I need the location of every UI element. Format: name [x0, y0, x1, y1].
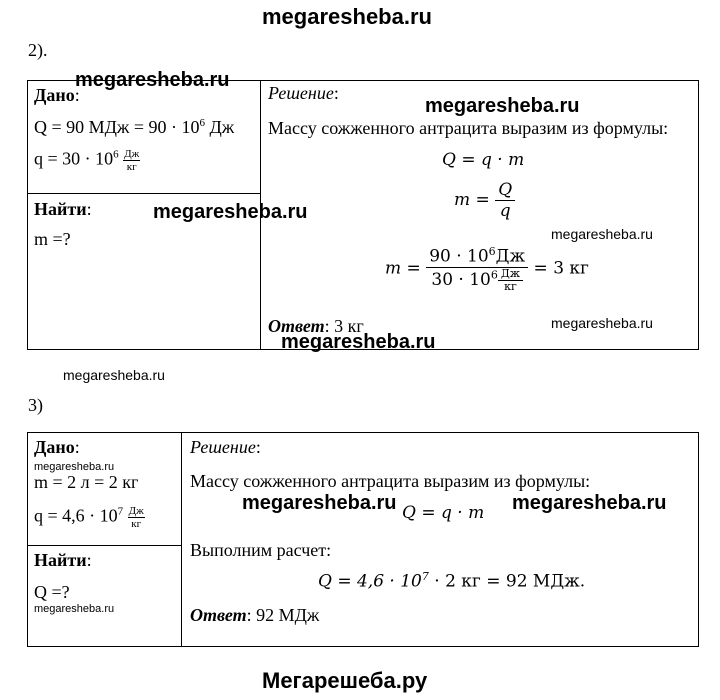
- problem-3-table: [27, 432, 699, 647]
- problem-2-answer: Ответ: 3 кг: [268, 316, 364, 336]
- problem-3-divider: [181, 432, 182, 647]
- problem-3-given-heading: Дано:: [34, 437, 80, 457]
- solution-text-3: Массу сожженного антрацита выразим из формулы:: [190, 471, 591, 491]
- solution-text: Массу сожженного антрацита выразим из формулы:: [268, 118, 669, 138]
- watermark-2b: megaresheba.ru: [153, 201, 308, 223]
- watermark-3d: megaresheba.ru: [512, 492, 667, 514]
- formula-1-3: Q = q · m: [402, 503, 485, 523]
- problem-2-given-heading: Дано:: [34, 85, 80, 105]
- given-q-3: $q = 4,6 \cdot 10^7$ $\frac{Дж}{кг}$: [34, 505, 144, 530]
- watermark-2e: megaresheba.ru: [551, 315, 653, 331]
- formula-3: m = $90 \cdot 10^6Дж$ $30 \cdot 10^6$ $\frac{Дж}{кг}$ = 3 кг: [385, 245, 589, 293]
- find-value: m =?: [34, 229, 71, 249]
- problem-3-number: 3): [28, 395, 43, 415]
- problem-3-find-heading: Найти:: [34, 550, 92, 570]
- formula-1: Q = q · m: [442, 150, 525, 170]
- formula-2-3: $Q = 4,6 \cdot 10^7 \cdot 2$ кг = 92 МДж.: [318, 570, 586, 592]
- problem-3-solution-heading: Решение:: [190, 437, 261, 457]
- given-m: m = 2 л = 2 кг: [34, 472, 139, 492]
- watermark-3a: megaresheba.ru: [34, 461, 115, 473]
- formula-2: m = $\frac{Q}{q}$: [454, 180, 515, 221]
- problem-2-given-divider: [27, 193, 261, 194]
- calc-text: Выполним расчет:: [190, 540, 332, 560]
- problem-3-given-divider: [27, 545, 182, 546]
- given-label: Дано: [34, 85, 75, 105]
- watermark-2c: megaresheba.ru: [425, 95, 580, 117]
- problem-2-find-heading: Найти:: [34, 199, 92, 219]
- find-value-3: Q =?: [34, 582, 70, 602]
- watermark-2d: megaresheba.ru: [551, 226, 653, 242]
- watermark-top: megaresheba.ru: [262, 4, 432, 29]
- watermark-mid: megaresheba.ru: [63, 367, 165, 383]
- given-Q: Q = 90 МДж = $90 \cdot 10^6$ Дж: [34, 117, 235, 137]
- problem-2-solution-heading: Решение:: [268, 83, 339, 103]
- watermark-2f: megaresheba.ru: [281, 331, 436, 353]
- given-q: $q = 30 \cdot 10^6$ $\frac{Дж}{кг}$: [34, 148, 140, 173]
- watermark-bottom: Мегарешеба.ру: [262, 668, 428, 693]
- problem-3-answer: Ответ: 92 МДж: [190, 605, 320, 625]
- watermark-2a: megaresheba.ru: [75, 69, 230, 91]
- problem-2-number: 2).: [28, 40, 48, 60]
- watermark-3b: megaresheba.ru: [34, 603, 115, 615]
- unit-fraction: $\frac{Дж}{кг}$: [124, 148, 140, 173]
- watermark-3c: megaresheba.ru: [242, 492, 397, 514]
